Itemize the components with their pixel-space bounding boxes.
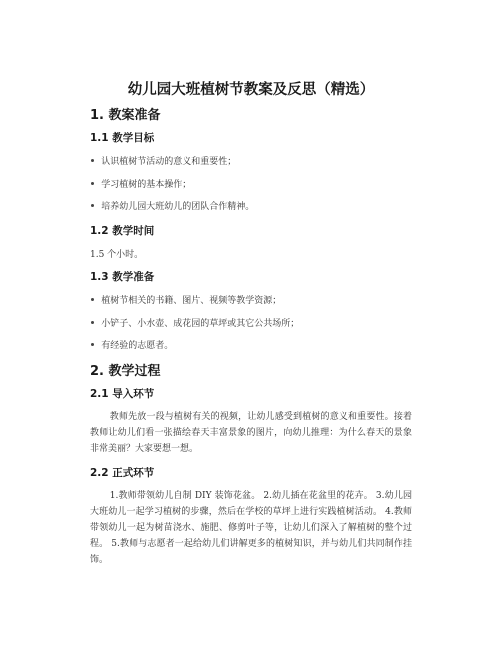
bullet-dot-icon bbox=[91, 182, 94, 185]
list-item-text: 认识植树节活动的意义和重要性； bbox=[101, 157, 237, 167]
bullet-dot-icon bbox=[91, 343, 94, 346]
intro-paragraph: 教师先放一段与植树有关的视频，让幼儿感受到植树的意义和重要性。接着教师让幼儿们看一张描绘春天丰富景象的图片，向幼儿推理：为什么春天的景象非常美丽？大家要想一想。 bbox=[90, 412, 412, 454]
bullet-dot-icon bbox=[91, 298, 94, 301]
list-item-text: 有经验的志愿者。 bbox=[101, 341, 174, 351]
section-heading-process: 2. 教学过程 bbox=[90, 364, 161, 379]
subsection-heading-time: 1.2 教学时间 bbox=[90, 225, 155, 237]
list-item bbox=[90, 316, 299, 329]
list-item bbox=[90, 293, 281, 306]
list-item-text: 小铲子、小水壶、成花园的草坪或其它公共场所； bbox=[101, 319, 300, 329]
teaching-time-text: 1.5 个小时。 bbox=[90, 250, 144, 260]
list-item bbox=[90, 199, 254, 212]
subsection-heading-objectives: 1.1 教学目标 bbox=[90, 132, 155, 144]
subsection-heading-materials: 1.3 教学准备 bbox=[90, 271, 155, 283]
document-title: 幼儿园大班植树节教案及反思（精选） bbox=[127, 82, 375, 98]
list-item bbox=[90, 154, 236, 167]
subsection-heading-intro: 2.1 导入环节 bbox=[90, 388, 155, 400]
list-item-text: 培养幼儿园大班幼儿的团队合作精神。 bbox=[101, 202, 255, 212]
list-item-text: 植树节相关的书籍、图片、视频等教学资源； bbox=[101, 296, 282, 306]
section-heading-preparation: 1. 教案准备 bbox=[90, 108, 161, 123]
bullet-dot-icon bbox=[91, 321, 94, 324]
list-item bbox=[90, 177, 191, 190]
main-paragraph: 1.教师带领幼儿自制 DIY 装饰花盆。 2.幼儿插在花盆里的花卉。 3.幼儿园大班幼儿一起学习植树的步骤，然后在学校的草坪上进行实践植树活动。 4.教师带领幼儿一起为树苗浇水、施肥、修剪叶子等，让幼儿们深入了解植树的整个过程。 5.教师与志愿者一起给幼儿们讲解更多的植树知识，并与幼儿们共同制作挂饰。 bbox=[90, 491, 412, 565]
subsection-heading-main: 2.2 正式环节 bbox=[90, 467, 155, 479]
list-item bbox=[90, 338, 173, 351]
list-item-text: 学习植树的基本操作； bbox=[101, 180, 192, 190]
bullet-dot-icon bbox=[91, 159, 94, 162]
bullet-dot-icon bbox=[91, 204, 94, 207]
